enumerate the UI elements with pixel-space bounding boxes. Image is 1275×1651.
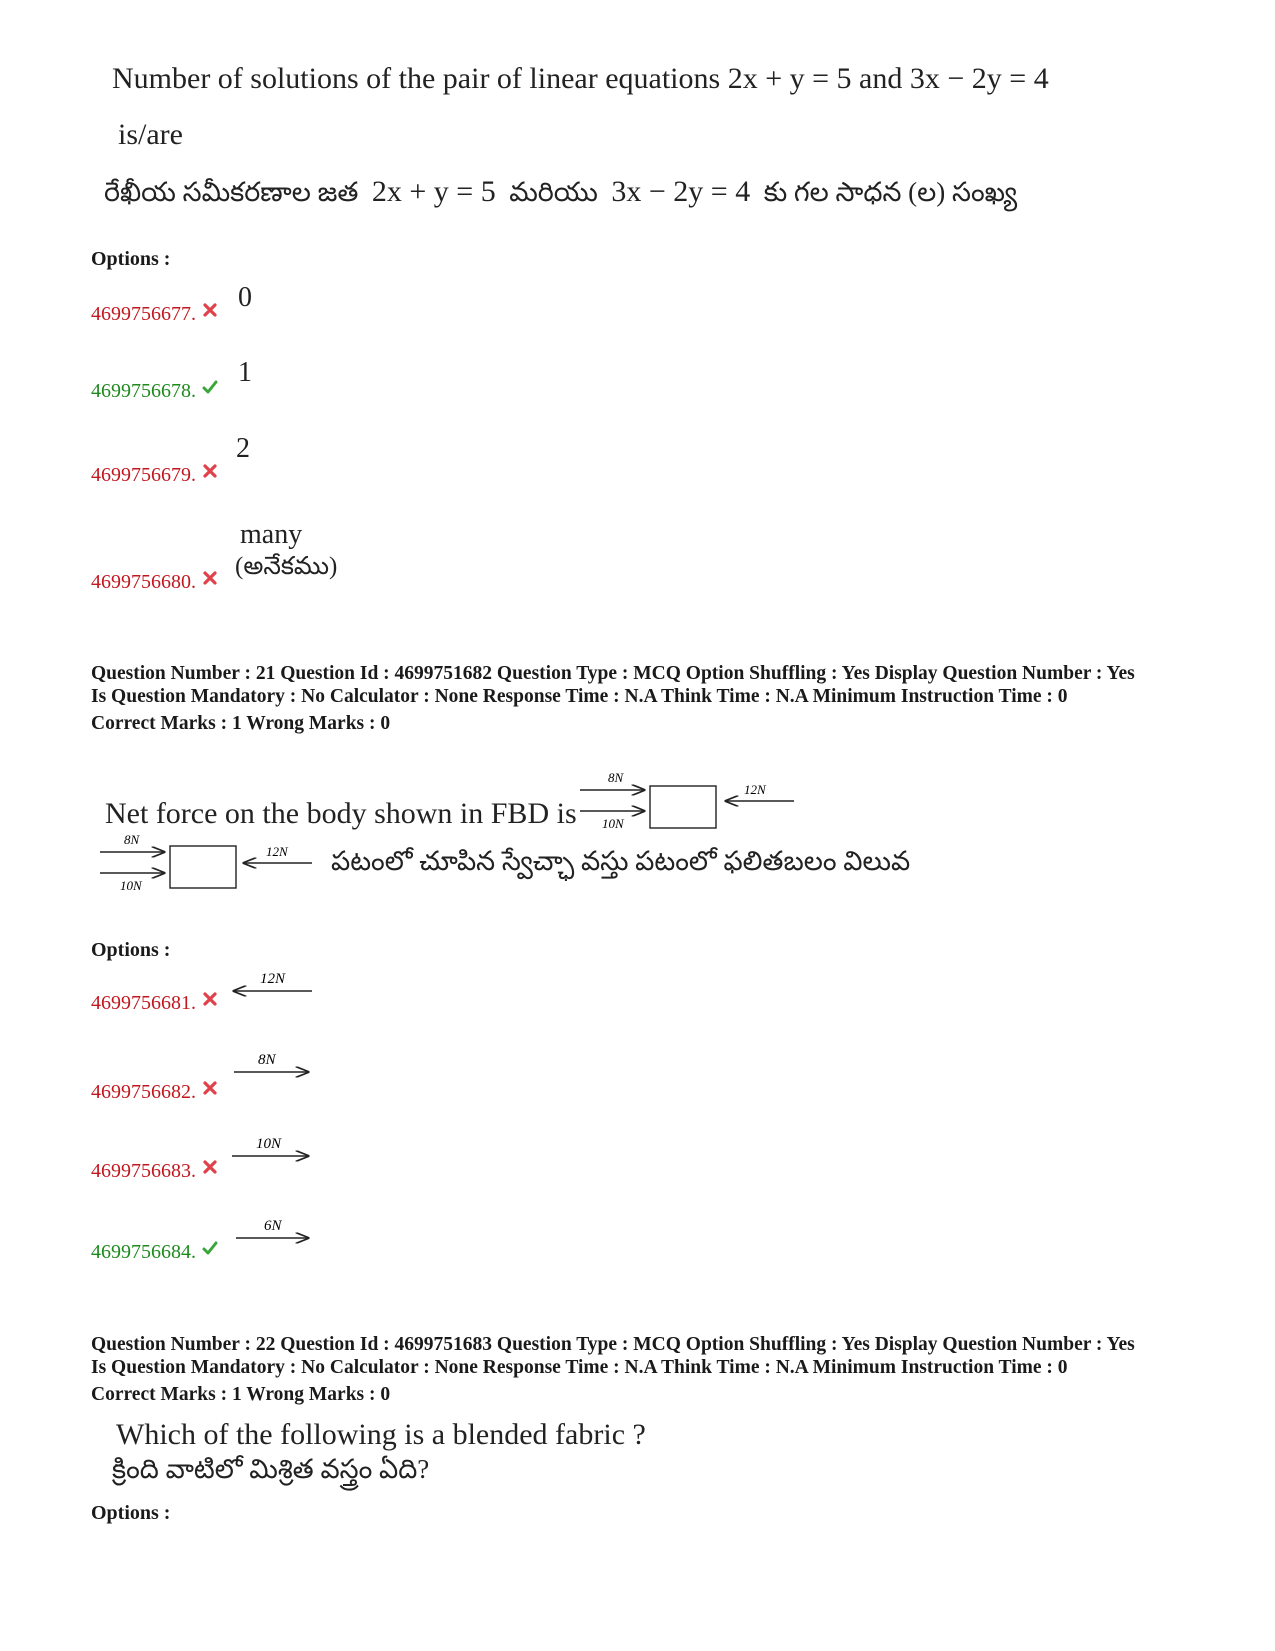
q20-option-3-id xyxy=(91,463,218,487)
q20-and: and xyxy=(859,62,903,95)
q20-te-equation-1: 2x + y = 5 xyxy=(371,175,496,208)
q21-fbd-diagram-te xyxy=(98,828,328,898)
q22-text-en: Which of the following is a blended fabric ? xyxy=(116,1418,646,1451)
q20-option-4-value: many xyxy=(240,519,303,550)
q22-text-te: క్రింది వాటిలో మిశ్రిత వస్త్రం ఏది? xyxy=(112,1454,430,1484)
option-id-text: 4699756679. xyxy=(91,464,196,486)
q20-option-1-value: 0 xyxy=(238,282,252,313)
q20-option-2-value: 1 xyxy=(238,357,252,388)
q20-text-te-1: రేఖీయ సమీకరణాల జత xyxy=(104,177,359,207)
q21-option-3-arrow xyxy=(230,1130,320,1170)
cross-icon xyxy=(202,1159,218,1175)
q21-option-1-arrow xyxy=(230,966,320,1006)
cross-icon xyxy=(202,1080,218,1096)
cross-icon xyxy=(202,991,218,1007)
q20-option-4-id xyxy=(91,570,218,594)
force-label-12n: 12N xyxy=(266,844,288,859)
q21-option-4-arrow xyxy=(234,1212,324,1252)
arrow-label: 6N xyxy=(264,1218,282,1234)
q20-text-en-1: Number of solutions of the pair of linear equations xyxy=(112,62,721,95)
q21-meta-line-1: Question Number : 21 Question Id : 4699751682 Question Type : MCQ Option Shuffling : Yes Display Question Number : Yes xyxy=(91,663,1135,684)
q22-meta-line-2: Is Question Mandatory : No Calculator : None Response Time : N.A Think Time : N.A Minimum Instruction Time : 0 xyxy=(91,1357,1068,1378)
q21-text-en: Net force on the body shown in FBD is xyxy=(105,797,577,830)
q21-option-4-id xyxy=(91,1240,218,1264)
force-label-10n: 10N xyxy=(602,816,624,831)
arrow-label: 12N xyxy=(260,971,286,987)
q21-meta-line-2: Is Question Mandatory : No Calculator : None Response Time : N.A Think Time : N.A Minimum Instruction Time : 0 xyxy=(91,686,1068,707)
force-label-12n: 12N xyxy=(744,782,766,797)
option-id-text: 4699756678. xyxy=(91,380,196,402)
q20-options-label: Options : xyxy=(91,248,171,270)
q20-equation-2: 3x − 2y = 4 xyxy=(909,62,1049,95)
option-id-text: 4699756677. xyxy=(91,303,196,325)
q20-text-te-2: మరియు xyxy=(509,177,598,207)
cross-icon xyxy=(202,570,218,586)
q22-options-label: Options : xyxy=(91,1502,171,1524)
q20-question-te xyxy=(104,175,1017,215)
q20-text-te-3: కు గల సాధన (ల) సంఖ్య xyxy=(763,177,1018,207)
arrow-label: 10N xyxy=(256,1136,282,1152)
q21-option-2-arrow xyxy=(232,1046,322,1086)
check-icon xyxy=(202,379,218,395)
q21-text-te: పటంలో చూపిన స్వేచ్ఛా వస్తు పటంలో ఫలితబలం విలువ xyxy=(331,846,911,876)
option-id-text: 4699756680. xyxy=(91,571,196,593)
q20-text-en-2: is/are xyxy=(118,118,183,151)
q22-meta-line-3: Correct Marks : 1 Wrong Marks : 0 xyxy=(91,1384,391,1405)
q21-fbd-diagram xyxy=(578,768,808,838)
option-id-text: 4699756683. xyxy=(91,1160,196,1182)
q20-option-2-id xyxy=(91,379,218,403)
q20-question-line-1 xyxy=(112,62,1049,96)
q21-option-2-id xyxy=(91,1080,218,1104)
option-id-text: 4699756682. xyxy=(91,1081,196,1103)
body-box xyxy=(170,846,236,888)
force-label-8n: 8N xyxy=(124,832,140,847)
force-label-8n: 8N xyxy=(608,770,624,785)
q21-option-1-id xyxy=(91,991,218,1015)
q20-option-4-value-te: (అనేకము) xyxy=(235,553,338,580)
arrow-label: 8N xyxy=(258,1052,276,1068)
cross-icon xyxy=(202,302,218,318)
option-id-text: 4699756684. xyxy=(91,1241,196,1263)
option-id-text: 4699756681. xyxy=(91,992,196,1014)
q21-meta-line-3: Correct Marks : 1 Wrong Marks : 0 xyxy=(91,713,391,734)
q21-options-label: Options : xyxy=(91,939,171,961)
q22-meta-line-1: Question Number : 22 Question Id : 4699751683 Question Type : MCQ Option Shuffling : Yes Display Question Number : Yes xyxy=(91,1334,1135,1355)
q20-te-equation-2: 3x − 2y = 4 xyxy=(611,175,751,208)
q20-equation-1: 2x + y = 5 xyxy=(727,62,852,95)
q20-option-3-value: 2 xyxy=(236,433,250,464)
cross-icon xyxy=(202,463,218,479)
q20-option-1-id xyxy=(91,302,218,326)
q21-option-3-id xyxy=(91,1159,218,1183)
body-box xyxy=(650,786,716,828)
force-label-10n: 10N xyxy=(120,878,142,893)
q22-meta xyxy=(91,1333,1135,1406)
check-icon xyxy=(202,1240,218,1256)
q21-meta xyxy=(91,662,1135,735)
